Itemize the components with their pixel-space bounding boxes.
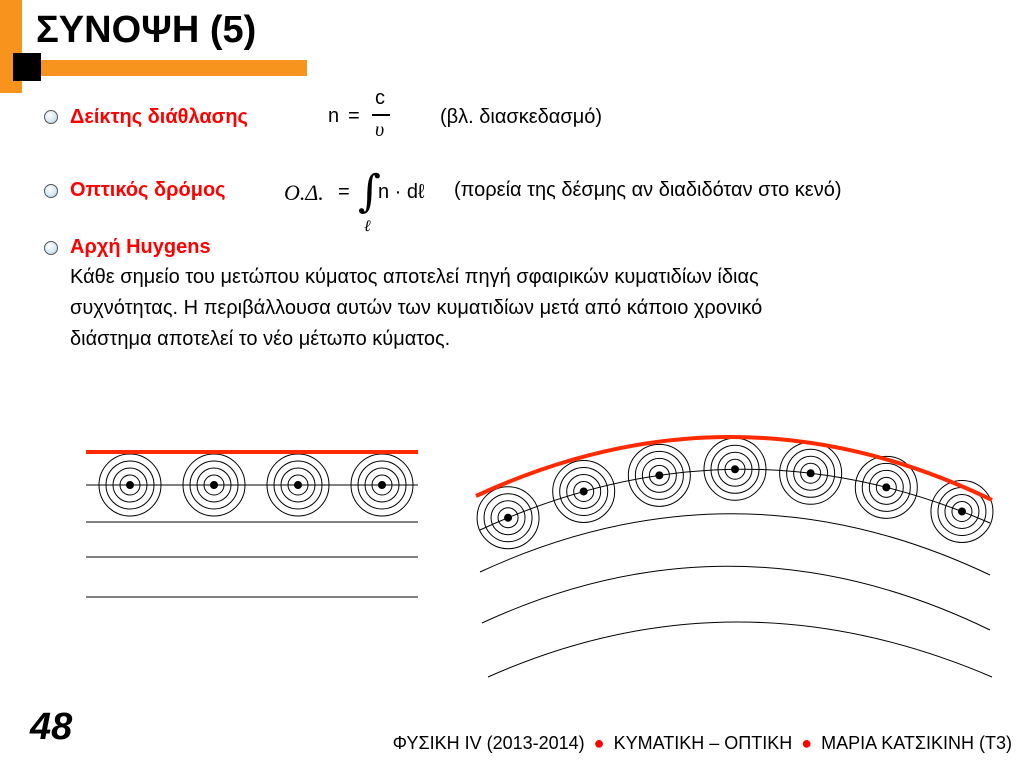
formula-equals: = (348, 105, 360, 127)
wavelet-source-dot (504, 514, 512, 522)
huygens-description (70, 262, 1000, 355)
wavelet-source-dot (210, 481, 218, 489)
wavefront-arc (480, 469, 990, 530)
refractive-index-formula (328, 86, 398, 148)
footer-author: ΜΑΡΙΑ ΚΑΤΣΙΚΙΝΗ (Τ3) (821, 733, 1012, 753)
wavelet (553, 460, 615, 522)
wavelet-source-dot (958, 507, 966, 515)
wavelet-source-dot (294, 481, 302, 489)
wavelet (931, 480, 993, 542)
wavefront-arc (482, 566, 990, 630)
huygens-line: Κάθε σημείο του μετώπου κύματος αποτελεί πηγή σφαιρικών κυματιδίων ίδιας (70, 266, 759, 288)
huygens-line: συχνότητας. Η περιβάλλουσα αυτών των κυματιδίων μετά από κάποιο χρονικό (70, 297, 763, 319)
fraction-bar (372, 114, 390, 116)
formula-equals: = (338, 181, 350, 203)
wavefront-arc (488, 622, 992, 677)
item-label-optical-path: Οπτικός δρόμος (70, 179, 226, 201)
wavelet-source-dot (807, 469, 815, 477)
integral-sign: ∫ (358, 166, 381, 217)
accent-title-underline (22, 60, 307, 76)
wavelet-source-dot (126, 481, 134, 489)
formula-lhs: n (328, 105, 340, 127)
formula-lhs: Ο.Δ. (284, 180, 324, 205)
bullet-icon (44, 241, 58, 255)
footer-course: ΦΥΣΙΚΗ IV (2013-2014) (392, 733, 585, 753)
footer-bullet-icon: ● (593, 733, 605, 753)
plane-wave-figure (80, 440, 425, 610)
slide-title: ΣΥΝΟΨΗ (5) (36, 9, 257, 51)
integral-lower-limit: ℓ (364, 218, 371, 235)
accent-square (13, 53, 41, 81)
formula-numerator: c (375, 87, 385, 109)
wavelet (477, 487, 539, 549)
wavelet-source-dot (882, 483, 890, 491)
page-number: 48 (30, 706, 73, 748)
wavelet-source-dot (655, 471, 663, 479)
spherical-wave-figure (470, 430, 1000, 685)
item-label-refractive-index: Δείκτης διάθλασης (70, 106, 248, 128)
item-note-dispersion: (βλ. διασκεδασμό) (440, 106, 603, 128)
item-note-vacuum: (πορεία της δέσμης αν διαδιδόταν στο κενό) (454, 179, 842, 201)
wavelet (628, 444, 690, 506)
huygens-line: διάστημα αποτελεί το νέο μέτωπο κύματος. (70, 328, 451, 350)
bullet-icon (44, 184, 58, 198)
formula-integrand: n · dℓ (378, 181, 425, 203)
wavelet-source-dot (731, 465, 739, 473)
wavelet-source-dot (580, 487, 588, 495)
wavelet (780, 442, 842, 504)
footer-topic: ΚΥΜΑΤΙΚΗ – ΟΠΤΙΚΗ (613, 733, 793, 753)
bullet-icon (44, 110, 58, 124)
footer (393, 731, 1012, 755)
footer-bullet-icon: ● (801, 733, 813, 753)
formula-denominator: υ (375, 119, 385, 141)
wavelet-source-dot (378, 481, 386, 489)
optical-path-formula (284, 164, 444, 240)
item-label-huygens: Αρχή Huygens (70, 236, 211, 258)
